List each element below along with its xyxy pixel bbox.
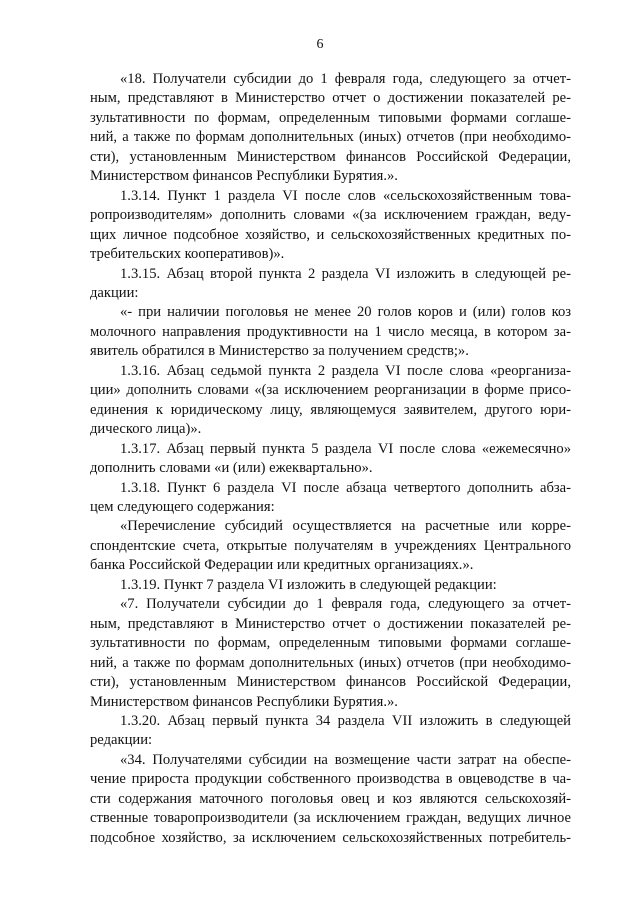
paragraph bbox=[90, 712, 571, 751]
paragraph bbox=[90, 70, 571, 187]
paragraph bbox=[90, 265, 571, 304]
text-line: требительских кооперативов)». bbox=[90, 246, 285, 263]
paragraph bbox=[90, 362, 571, 440]
text-line: сти), установленным Министерством финансов Российской Федерации, bbox=[90, 148, 571, 165]
text-line: ний, а также по формам дополнительных (иных) отчетов (при необходимо- bbox=[90, 654, 571, 671]
text-line: ропроизводителям» дополнить словами «(за исключением граждан, веду- bbox=[90, 207, 571, 224]
text-line: редакции: bbox=[90, 732, 153, 749]
text-line: ным, представляют в Министерство отчет о достижении показателей ре- bbox=[90, 615, 571, 632]
text-line: «7. Получатели субсидии до 1 февраля года, следующего за отчет- bbox=[120, 596, 571, 613]
text-line: подсобное хозяйство, за исключением сельскохозяйственных потребитель- bbox=[90, 829, 571, 846]
text-line: ным, представляют в Министерство отчет о достижении показателей ре- bbox=[90, 90, 571, 107]
text-line: явитель обратился в Министерство за получением средств;». bbox=[90, 343, 469, 360]
paragraph bbox=[90, 303, 571, 361]
text-line: ний, а также по формам дополнительных (иных) отчетов (при необходимо- bbox=[90, 129, 571, 146]
paragraph bbox=[90, 187, 571, 265]
text-line: дакции: bbox=[90, 284, 139, 301]
text-line: 1.3.17. Абзац первый пункта 5 раздела VI после слова «ежемесячно» bbox=[120, 440, 571, 457]
text-line: сти), установленным Министерством финансов Российской Федерации, bbox=[90, 674, 571, 691]
paragraph bbox=[90, 576, 571, 595]
paragraph bbox=[90, 595, 571, 712]
text-line: «- при наличии поголовья не менее 20 голов коров и (или) голов коз bbox=[120, 304, 571, 321]
page-number: 6 bbox=[316, 37, 324, 52]
text-line: банка Российской Федерации или кредитных организациях.». bbox=[90, 557, 474, 574]
paragraph bbox=[90, 440, 571, 479]
text-line: 1.3.20. Абзац первый пункта 34 раздела VII изложить в следующей bbox=[120, 712, 571, 729]
document-body bbox=[90, 70, 571, 848]
text-line: дического лица)». bbox=[90, 421, 202, 438]
text-line: 1.3.15. Абзац второй пункта 2 раздела VI изложить в следующей ре- bbox=[120, 265, 571, 282]
text-line: дополнить словами «и (или) ежеквартально». bbox=[90, 460, 373, 477]
text-line: чение прироста продукции собственного производства в овцеводстве в ча- bbox=[90, 771, 571, 788]
text-line: ственные товаропроизводители (за исключением граждан, ведущих личное bbox=[90, 810, 571, 827]
text-line: спондентские счета, открытые получателям в учреждениях Центрального bbox=[90, 537, 571, 554]
text-line: «34. Получателями субсидии на возмещение части затрат на обеспе- bbox=[120, 751, 571, 768]
text-line: щих личное подсобное хозяйство, и сельскохозяйственных кредитных по- bbox=[90, 226, 571, 243]
text-line: «18. Получатели субсидии до 1 февраля года, следующего за отчет- bbox=[120, 71, 571, 87]
text-line: 1.3.16. Абзац седьмой пункта 2 раздела VI после слова «реорганиза- bbox=[120, 362, 571, 379]
text-line: ции» дополнить словами «(за исключением реорганизации в форме присо- bbox=[90, 382, 571, 399]
paragraph bbox=[90, 479, 571, 518]
paragraph bbox=[90, 517, 571, 575]
text-line: 1.3.18. Пункт 6 раздела VI после абзаца четвертого дополнить абза- bbox=[120, 479, 571, 496]
text-line: зультативности по формам, определенным типовыми формами соглаше- bbox=[90, 109, 571, 126]
text-line: 1.3.19. Пункт 7 раздела VI изложить в следующей редакции: bbox=[120, 576, 497, 593]
text-line: сти содержания маточного поголовья овец и коз являются сельскохозяй- bbox=[90, 790, 571, 807]
text-line: зультативности по формам, определенным типовыми формами соглаше- bbox=[90, 635, 571, 652]
text-line: цем следующего содержания: bbox=[90, 498, 275, 515]
text-line: 1.3.14. Пункт 1 раздела VI после слов «сельскохозяйственным това- bbox=[120, 187, 571, 204]
text-line: Министерством финансов Республики Бурятия.». bbox=[90, 168, 398, 185]
text-line: «Перечисление субсидий осуществляется на расчетные или корре- bbox=[120, 518, 571, 535]
text-line: молочного направления продуктивности на 1 число месяца, в котором за- bbox=[90, 323, 571, 340]
paragraph bbox=[90, 751, 571, 848]
text-line: единения к юридическому лицу, являющемуся заявителем, другого юри- bbox=[90, 401, 571, 418]
text-line: Министерством финансов Республики Бурятия.». bbox=[90, 693, 398, 710]
